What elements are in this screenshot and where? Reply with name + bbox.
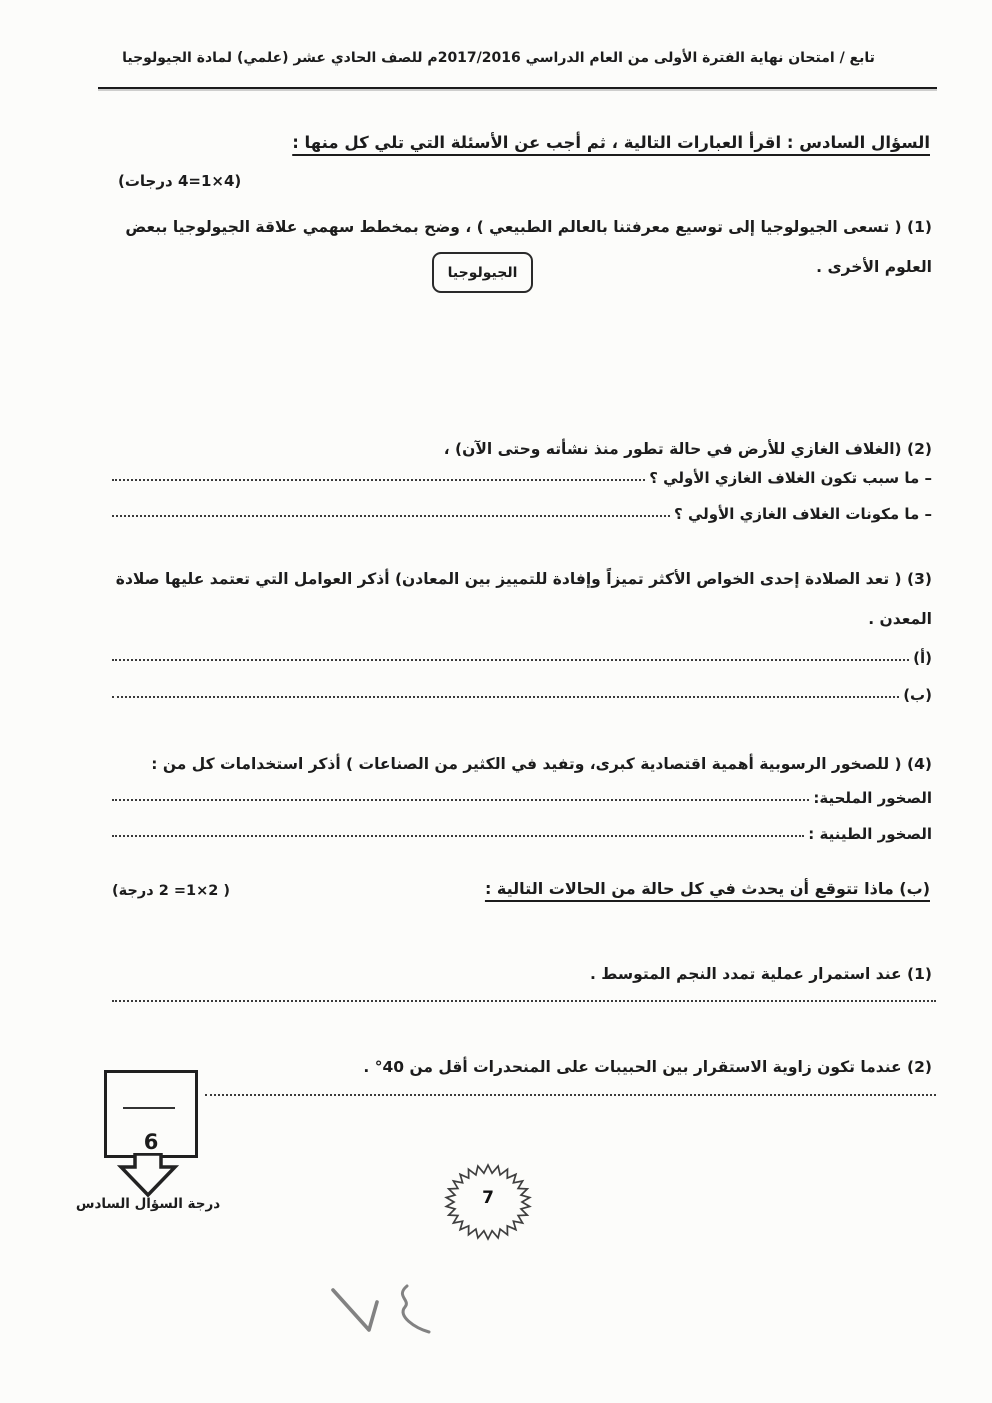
question-six-heading: السؤال السادس : اقرأ العبارات التالية ، ثم أجب عن الأسئلة التي تلي كل منها :	[292, 133, 930, 152]
part-b-heading: (ب) ماذا تتوقع أن يحدث في كل حالة من الحالات التالية :	[484, 879, 930, 898]
part-b-item-2: (2) عندما تكون زاوية الاستقرار بين الحبيبات على المنحدرات أقل من 40° .	[363, 1058, 932, 1076]
answer-row	[112, 789, 932, 807]
question-3-sub-b: (ب)	[903, 686, 932, 704]
question-2-text: (2) (الغلاف الغازي للأرض في حالة تطور منذ نشأته وحتى الآن) ،	[443, 440, 932, 458]
page-number: 7	[482, 1188, 494, 1208]
dotted-answer-leader	[112, 479, 645, 481]
dotted-answer-leader	[112, 659, 909, 661]
answer-row	[112, 686, 932, 704]
header-divider	[98, 87, 937, 89]
geology-diagram-box	[432, 252, 533, 293]
score-total-value: 6	[143, 1130, 159, 1154]
question-2-sub-2: – ما مكونات الغلاف الغازي الأولي ؟	[674, 505, 932, 523]
dotted-answer-line	[112, 1000, 936, 1002]
dotted-answer-leader	[112, 799, 809, 801]
dotted-answer-leader	[112, 696, 899, 698]
answer-row	[112, 825, 932, 843]
answer-row	[112, 505, 932, 523]
dotted-answer-leader	[112, 835, 804, 837]
page-number-badge	[444, 1162, 532, 1244]
part-b-marks: ( 2‏×‏1‏=‏ 2 درجة)	[112, 883, 231, 899]
question-4-text: (4) ( للصخور الرسوبية أهمية اقتصادية كبرى، وتفيد في الكثير من الصناعات ) أذكر استخدامات كل من :	[151, 755, 932, 773]
handwritten-mark	[315, 1274, 450, 1359]
score-box	[104, 1070, 198, 1158]
question-4-sub-1: الصخور الملحية:	[813, 789, 932, 807]
score-write-line	[123, 1107, 175, 1109]
question-1-text: (1) ( تسعى الجيولوجيا إلى توسيع معرفتنا بالعالم الطبيعي ) ، وضح بمخطط سهمي علاقة الجيولوجيا ببعض العلوم الأخرى .	[125, 218, 932, 277]
geology-box-label: الجيولوجيا	[447, 264, 518, 281]
question-3-sub-a: (أ)	[913, 649, 932, 667]
answer-row	[112, 469, 932, 487]
score-box-label: درجة السؤال السادس	[75, 1196, 221, 1212]
dotted-answer-line	[205, 1094, 936, 1096]
question-six-marks: (4‏×‏1‏=‏4 درجات)	[118, 172, 242, 190]
question-3-text: (3) ( تعد الصلادة إحدى الخواص الأكثر تميزاً وإفادة للتمييز بين المعادن) أذكر العوامل التي تعتمد عليها صلادة المعدن .	[115, 570, 932, 629]
dotted-answer-leader	[112, 515, 670, 517]
question-2-sub-1: – ما سبب تكون الغلاف الغازي الأولي ؟	[649, 469, 932, 487]
exam-header: تابع / امتحان نهاية الفترة الأولى من العام الدراسي 2017/2016م للصف الحادي عشر (علمي) لمادة الجيولوجيا	[122, 50, 875, 66]
down-arrow-icon	[117, 1153, 179, 1197]
answer-row	[112, 649, 932, 667]
part-b-item-1: (1) عند استمرار عملية تمدد النجم المتوسط .	[589, 965, 932, 983]
question-4-sub-2: الصخور الطينية :	[808, 825, 932, 843]
